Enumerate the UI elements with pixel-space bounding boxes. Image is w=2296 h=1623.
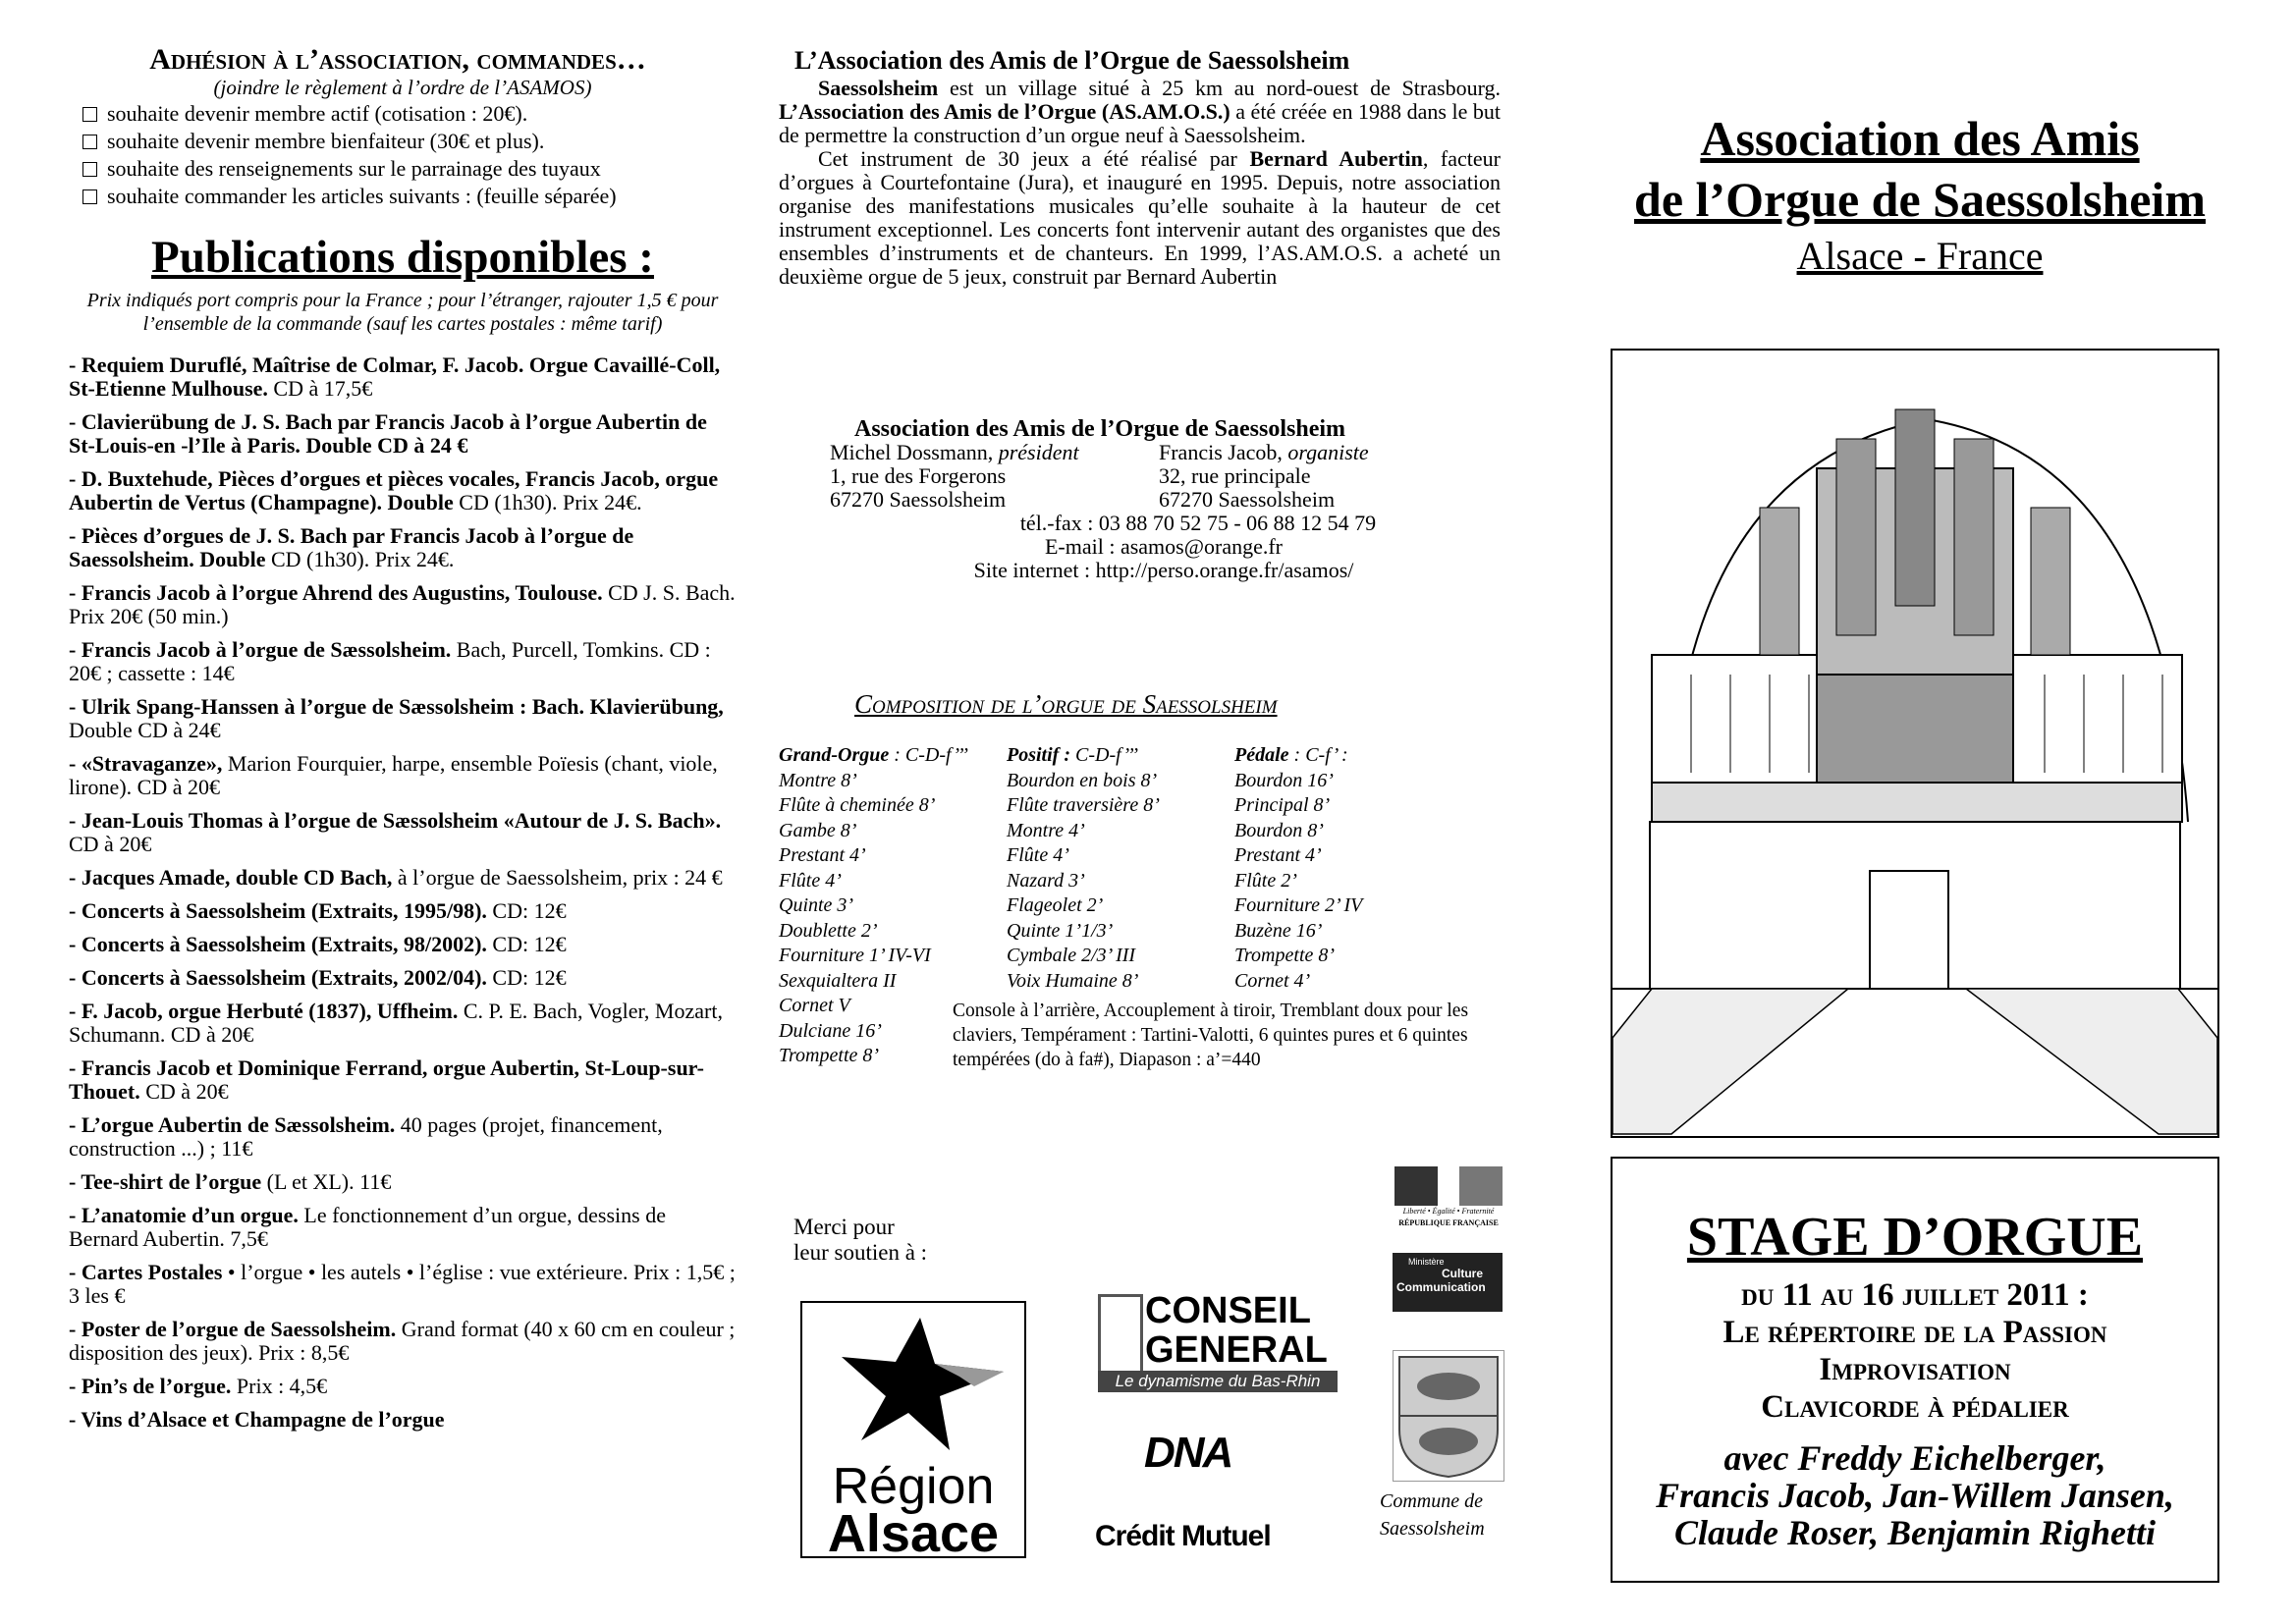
- publication-item: - «Stravaganze», Marion Fourquier, harpe, ensemble Poïesis (chant, viole, lirone). CD à 20€: [69, 751, 718, 799]
- stop-item: Bourdon en bois 8’: [1007, 769, 1158, 791]
- publication-item: - Tee-shirt de l’orgue (L et XL). 11€: [69, 1169, 392, 1194]
- stop-item: Nazard 3’: [1007, 869, 1085, 892]
- option-pipe-sponsorship[interactable]: souhaite des renseignements sur le parrainage des tuyaux: [82, 155, 737, 183]
- course-topic-2: Improvisation: [1819, 1352, 2011, 1387]
- option-order-articles[interactable]: souhaite commander les articles suivants : (feuille séparée): [82, 183, 737, 210]
- course-teachers-3: Claude Roser, Benjamin Righetti: [1673, 1513, 2157, 1552]
- publication-item: - D. Buxtehude, Pièces d’orgues et pièces vocales, Francis Jacob, orgue Aubertin de Vertus (Champagne). Double CD (1h30). Prix 24€.: [69, 466, 719, 514]
- course-dates: du 11 au 16 juillet 2011 :: [1741, 1277, 2089, 1313]
- publication-item: - Francis Jacob à l’orgue de Sæssolsheim. Bach, Purcell, Tomkins. CD : 20€ ; cassette : 14€: [69, 637, 711, 685]
- checkbox[interactable]: [82, 162, 97, 177]
- publication-item: - Vins d’Alsace et Champagne de l’orgue: [69, 1407, 445, 1432]
- console-note: Console à l’arrière, Accouplement à tiroir, Tremblant doux pour les claviers, Tempérament : Tartini-Valotti, 6 quintes pures et 6 quintes tempérées (do à fa#), Diapason : a’=440: [953, 1001, 1469, 1070]
- checkbox[interactable]: [82, 135, 97, 149]
- checkbox[interactable]: [82, 189, 97, 204]
- course-teachers-2: Francis Jacob, Jan-Willem Jansen,: [1656, 1476, 2174, 1515]
- publications-list: [69, 353, 737, 1432]
- contact-website[interactable]: Site internet : http://perso.orange.fr/asamos/: [973, 558, 1354, 582]
- division-heading: Pédale : C-f’ :: [1234, 744, 1348, 766]
- publication-item: - F. Jacob, orgue Herbuté (1837), Uffheim. C. P. E. Bach, Vogler, Mozart, Schumann. CD à 20€: [69, 999, 723, 1047]
- republique-francaise-logo: Liberté • Égalité • Fraternité RÉPUBLIQUE FRANÇAISE: [1394, 1166, 1503, 1237]
- cover-header: [1581, 108, 2259, 281]
- stop-item: Trompette 8’: [1234, 945, 1336, 966]
- stop-item: Fourniture 1’ IV-VI: [779, 945, 931, 966]
- division-heading: Positif : C-D-f’’’: [1007, 744, 1139, 766]
- publication-item: - Requiem Duruflé, Maîtrise de Colmar, F. Jacob. Orgue Cavaillé-Coll, St-Etienne Mulhouse. CD à 17,5€: [69, 352, 721, 401]
- organ-course-box: [1611, 1157, 2219, 1583]
- stop-item: Bourdon 8’: [1234, 819, 1324, 841]
- option-active-member[interactable]: souhaite devenir membre actif (cotisation : 20€).: [82, 100, 737, 128]
- division-heading: Grand-Orgue : C-D-f’’’: [779, 744, 968, 766]
- composition-title: Composition de l’orgue de Saessolsheim: [854, 689, 1278, 719]
- cover-title-line-1: Association des Amis: [1700, 111, 2140, 166]
- publication-item: - Jacques Amade, double CD Bach, à l’orgue de Saessolsheim, prix : 24 €: [69, 865, 723, 890]
- stop-item: Trompette 8’: [779, 1045, 880, 1066]
- publication-item: - Francis Jacob et Dominique Ferrand, orgue Aubertin, St-Loup-sur-Thouet. CD à 20€: [69, 1055, 704, 1104]
- publications-title: Publications disponibles :: [151, 232, 654, 283]
- option-benefactor[interactable]: souhaite devenir membre bienfaiteur (30€ et plus).: [82, 128, 737, 155]
- adhesion-subtitle: (joindre le règlement à l’ordre de l’ASAMOS): [213, 76, 592, 99]
- organ-icon: [1613, 351, 2217, 1136]
- stop-item: Cornet 4’: [1234, 969, 1311, 992]
- stop-item: Fourniture 2’ IV: [1234, 894, 1363, 916]
- stop-item: Flûte 4’: [779, 869, 842, 892]
- stop-item: Flûte 2’: [1234, 869, 1297, 892]
- association-paragraph-1: Saessolsheim est un village situé à 25 km au nord-ouest de Strasbourg. L’Association des Amis de l’Orgue (AS.AM.O.S.) a été créée en 1988 dans le but de permettre la construction d’un orgue neuf à Saessolsheim.: [779, 76, 1502, 147]
- marianne-icon: [1394, 1166, 1503, 1206]
- order-column: [69, 43, 737, 1432]
- dna-logo: DNA: [1144, 1429, 1232, 1477]
- checkbox[interactable]: [82, 107, 97, 122]
- course-topic-3: Clavicorde à pédalier: [1761, 1389, 2069, 1425]
- commune-label: Commune de Saessolsheim: [1380, 1490, 1485, 1540]
- publication-item: - Poster de l’orgue de Saessolsheim. Grand format (40 x 60 cm en couleur ; disposition des jeux). Prix : 8,5€: [69, 1317, 736, 1365]
- coat-of-arms-icon: [1393, 1350, 1504, 1482]
- publication-item: - Concerts à Saessolsheim (Extraits, 2002/04). CD: 12€: [69, 965, 567, 990]
- publication-item: - Jean-Louis Thomas à l’orgue de Sæssolsheim «Autour de J. S. Bach». CD à 20€: [69, 808, 722, 856]
- course-teachers-1: avec Freddy Eichelberger,: [1723, 1438, 2106, 1478]
- publications-note: Prix indiqués port compris pour la France ; pour l’étranger, rajouter 1,5 € pour l’ensemble de la commande (sauf les cartes postales : même tarif): [86, 290, 719, 335]
- publication-item: - Cartes Postales • l’orgue • les autels • l’église : vue extérieure. Prix : 1,5€ ; 3 les €: [69, 1260, 736, 1308]
- association-text: [779, 46, 1502, 289]
- association-heading: L’Association des Amis de l’Orgue de Saessolsheim: [794, 46, 1350, 75]
- contact-email[interactable]: E-mail : asamos@orange.fr: [1044, 534, 1283, 559]
- publication-item: - Clavierübung de J. S. Bach par Francis Jacob à l’orgue Aubertin de St-Louis-en -l’Ile à Paris. Double CD à 24 €: [69, 409, 707, 458]
- publication-item: - L’orgue Aubertin de Sæssolsheim. 40 pages (projet, financement, construction ...) ; 11€: [69, 1112, 663, 1161]
- publication-item: - L’anatomie d’un orgue. Le fonctionnement d’un orgue, dessins de Bernard Aubertin. 7,5€: [69, 1203, 666, 1251]
- publication-item: - Pièces d’orgues de J. S. Bach par Francis Jacob à l’orgue de Saessolsheim. Double CD (1h30). Prix 24€.: [69, 523, 634, 571]
- stop-item: Doublette 2’: [779, 919, 878, 942]
- publication-item: - Concerts à Saessolsheim (Extraits, 98/2002). CD: 12€: [69, 932, 567, 956]
- cover-location: Alsace - France: [1796, 234, 2044, 278]
- stop-item: Cornet V: [779, 995, 850, 1016]
- conseil-general-logo: CONSEIL GENERAL Le dynamisme du Bas-Rhin: [1098, 1294, 1338, 1390]
- stop-item: Montre 4’: [1007, 819, 1085, 841]
- stop-item: Dulciane 16’: [779, 1019, 882, 1042]
- stop-item: Gambe 8’: [779, 819, 857, 841]
- association-paragraph-2: Cet instrument de 30 jeux a été réalisé par Bernard Aubertin, facteur d’orgues à Courtefontaine (Jura), et inauguré en 1995. Depuis, notre association organise des manifestations musicales qu’elle souhaite à la hauteur de cet instrument exceptionnel. Les concerts font intervenir autant des organistes que des ensembles d’instruments et de chanteurs. En 1999, l’AS.AM.O.S. a acheté un deuxième orgue de 5 jeux, construit par Bernard Aubertin: [779, 146, 1501, 289]
- stop-item: Quinte 3’: [779, 894, 854, 916]
- course-title: STAGE D’ORGUE: [1686, 1207, 2144, 1268]
- contact-organist: Francis Jacob, organiste 32, rue principale 67270 Saessolsheim: [1159, 440, 1369, 512]
- contact-phone: tél.-fax : 03 88 70 52 75 - 06 88 12 54 79: [1019, 511, 1377, 535]
- publication-item: - Concerts à Saessolsheim (Extraits, 1995/98). CD: 12€: [69, 898, 567, 923]
- cover-title-line-2: de l’Orgue de Saessolsheim: [1634, 172, 2206, 227]
- publication-item: - Ulrik Spang-Hanssen à l’orgue de Sæssolsheim : Bach. Klavierübung, Double CD à 24€: [69, 694, 724, 742]
- adhesion-title: Adhésion à l’association, commandes…: [149, 43, 646, 76]
- credit-mutuel-logo: Crédit Mutuel: [1095, 1520, 1271, 1552]
- stop-item: Flageolet 2’: [1007, 894, 1104, 916]
- course-topic-1: Le répertoire de la Passion: [1722, 1315, 2107, 1350]
- stop-item: Flûte traversière 8’: [1007, 794, 1160, 816]
- stop-item: Prestant 4’: [779, 844, 866, 866]
- contact-president: Michel Dossmann, président 1, rue des Forgerons 67270 Saessolsheim: [830, 440, 1079, 512]
- cg-emblem-icon: [1098, 1294, 1143, 1377]
- thanks-text: Merci pour leur soutien à :: [793, 1215, 928, 1265]
- publication-item: - Pin’s de l’orgue. Prix : 4,5€: [69, 1374, 328, 1398]
- stop-item: Buzène 16’: [1234, 919, 1323, 942]
- publication-item: - Francis Jacob à l’orgue Ahrend des Augustins, Toulouse. CD J. S. Bach. Prix 20€ (50 min.): [69, 580, 736, 628]
- stop-item: Prestant 4’: [1234, 844, 1322, 866]
- stop-item: Montre 8’: [779, 769, 857, 791]
- stop-item: Voix Humaine 8’: [1007, 969, 1139, 992]
- stop-item: Principal 8’: [1234, 794, 1331, 816]
- stop-item: Bourdon 16’: [1234, 769, 1334, 791]
- contact-block: [830, 417, 1498, 582]
- stop-item: Cymbale 2/3’ III: [1007, 945, 1136, 966]
- stop-item: Flûte à cheminée 8’: [779, 794, 936, 816]
- ministere-culture-logo: Ministère Culture Communication: [1393, 1253, 1503, 1312]
- stop-item: Quinte 1’1/3’: [1007, 919, 1114, 942]
- adhesion-options: [69, 100, 737, 210]
- organ-drawing: [1611, 349, 2219, 1138]
- region-alsace-logo: Région Alsace: [800, 1301, 1026, 1558]
- stop-item: Sexquialtera II: [779, 969, 897, 992]
- contact-heading: Association des Amis de l’Orgue de Saessolsheim: [854, 416, 1346, 442]
- stop-item: Flûte 4’: [1007, 844, 1069, 866]
